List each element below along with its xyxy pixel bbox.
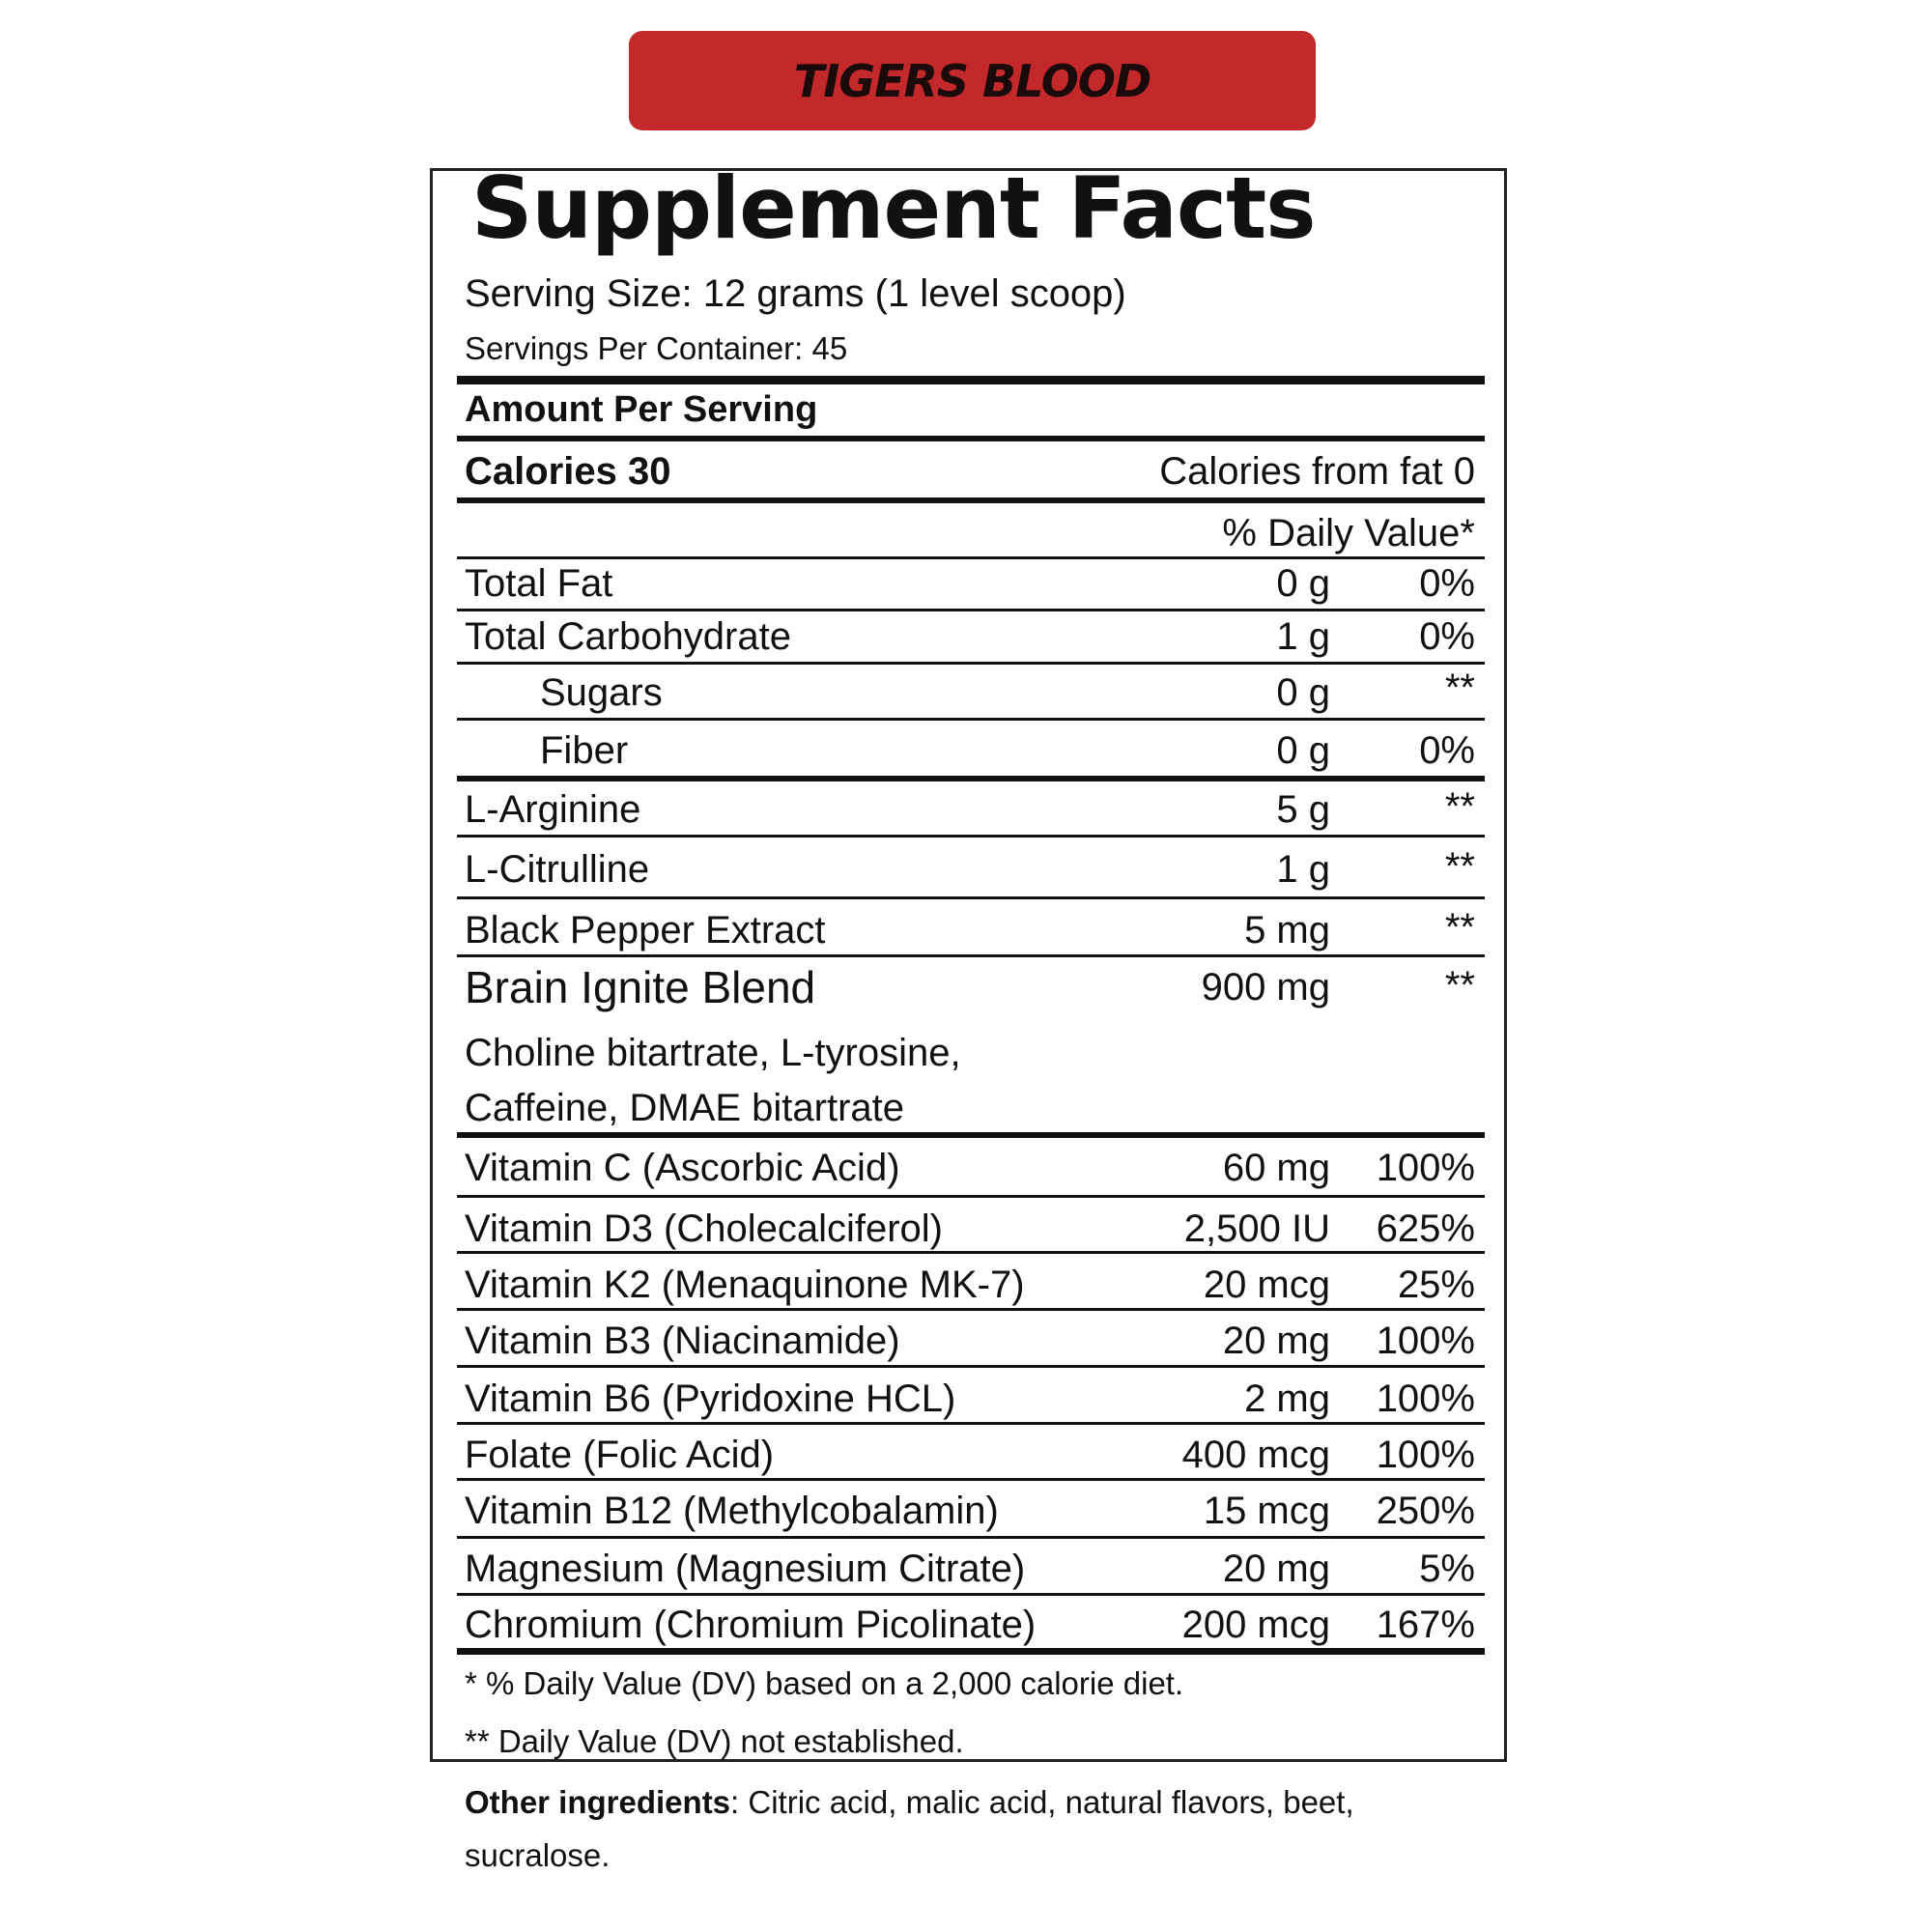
divider xyxy=(457,1536,1485,1539)
vitamin-label: Vitamin D3 (Cholecalciferol) xyxy=(465,1208,943,1250)
nutrient-label: L-Citrulline xyxy=(465,848,650,891)
vitamin-dv: 100% xyxy=(1376,1378,1475,1420)
nutrient-label: Black Pepper Extract xyxy=(465,909,826,952)
blend-dv: ** xyxy=(1444,964,1475,1007)
vitamin-amount: 200 mcg xyxy=(1181,1604,1330,1646)
divider xyxy=(457,835,1485,838)
divider xyxy=(457,662,1485,665)
vitamin-dv: 250% xyxy=(1376,1490,1475,1532)
nutrient-dv: ** xyxy=(1444,785,1475,828)
vitamin-dv: 167% xyxy=(1376,1604,1475,1646)
other-ingredients-label: Other ingredients xyxy=(465,1784,731,1820)
vitamin-amount: 15 mcg xyxy=(1203,1490,1330,1532)
vitamin-label: Folate (Folic Acid) xyxy=(465,1434,775,1476)
flavor-banner xyxy=(629,31,1316,130)
nutrient-amount: 5 g xyxy=(1276,788,1330,831)
divider xyxy=(457,776,1485,781)
blend-ingredients-line-1: Choline bitartrate, L-tyrosine, xyxy=(465,1032,961,1074)
nutrient-label: Total Carbohydrate xyxy=(465,615,791,658)
vitamin-amount: 2,500 IU xyxy=(1183,1208,1330,1250)
footnote-daily-value: * % Daily Value (DV) based on a 2,000 calorie diet. xyxy=(465,1665,1184,1701)
vitamin-amount: 60 mg xyxy=(1222,1147,1330,1189)
divider xyxy=(457,1251,1485,1254)
nutrient-label: Fiber xyxy=(540,729,629,772)
divider xyxy=(457,1308,1485,1311)
vitamin-dv: 625% xyxy=(1376,1208,1475,1250)
divider xyxy=(457,1593,1485,1596)
servings-per-container: Servings Per Container: 45 xyxy=(465,330,848,366)
panel-title: Supplement Facts xyxy=(471,158,1316,258)
vitamin-label: Vitamin B3 (Niacinamide) xyxy=(465,1320,900,1362)
nutrient-amount: 1 g xyxy=(1276,848,1330,891)
divider xyxy=(457,436,1485,441)
blend-name: Brain Ignite Blend xyxy=(465,962,816,1012)
divider xyxy=(457,896,1485,899)
nutrient-dv: 0% xyxy=(1419,729,1475,772)
other-ingredients-text: : Citric acid, malic acid, natural flavors, beet, sucralose. xyxy=(465,1784,1354,1873)
vitamin-label: Vitamin B6 (Pyridoxine HCL) xyxy=(465,1378,956,1420)
vitamin-dv: 100% xyxy=(1376,1320,1475,1362)
nutrient-amount: 1 g xyxy=(1276,615,1330,658)
blend-ingredients-line-2: Caffeine, DMAE bitartrate xyxy=(465,1087,905,1129)
flavor-name: TIGERS BLOOD xyxy=(793,54,1151,107)
divider xyxy=(457,1365,1485,1368)
vitamin-label: Vitamin B12 (Methylcobalamin) xyxy=(465,1490,999,1532)
vitamin-amount: 400 mcg xyxy=(1181,1434,1330,1476)
divider xyxy=(457,609,1485,611)
nutrient-label: L-Arginine xyxy=(465,788,641,831)
divider xyxy=(457,718,1485,721)
vitamin-label: Magnesium (Magnesium Citrate) xyxy=(465,1548,1026,1590)
nutrient-amount: 0 g xyxy=(1276,729,1330,772)
nutrient-label: Total Fat xyxy=(465,562,613,605)
thick-divider xyxy=(457,376,1485,384)
nutrient-dv: ** xyxy=(1444,667,1475,709)
vitamin-dv: 25% xyxy=(1397,1264,1475,1306)
amount-per-serving-label: Amount Per Serving xyxy=(465,389,818,430)
other-ingredients xyxy=(465,1776,1469,1882)
blend-amount: 900 mg xyxy=(1201,966,1330,1009)
vitamin-dv: 5% xyxy=(1419,1548,1475,1590)
nutrient-dv: ** xyxy=(1444,906,1475,949)
vitamin-amount: 20 mg xyxy=(1222,1320,1330,1362)
thick-divider xyxy=(457,1648,1485,1655)
footnote-not-established: ** Daily Value (DV) not established. xyxy=(465,1723,964,1759)
vitamin-label: Vitamin K2 (Menaquinone MK-7) xyxy=(465,1264,1025,1306)
vitamin-amount: 20 mcg xyxy=(1203,1264,1330,1306)
nutrient-amount: 0 g xyxy=(1276,562,1330,605)
vitamin-label: Vitamin C (Ascorbic Acid) xyxy=(465,1147,900,1189)
calories-label: Calories 30 xyxy=(465,450,671,493)
nutrient-amount: 5 mg xyxy=(1244,909,1330,952)
divider xyxy=(457,1132,1485,1138)
divider xyxy=(457,1478,1485,1481)
vitamin-amount: 20 mg xyxy=(1222,1548,1330,1590)
divider xyxy=(457,1195,1485,1198)
vitamin-label: Chromium (Chromium Picolinate) xyxy=(465,1604,1037,1646)
divider xyxy=(457,1422,1485,1425)
nutrient-dv: 0% xyxy=(1419,562,1475,605)
divider xyxy=(457,497,1485,503)
serving-size: Serving Size: 12 grams (1 level scoop) xyxy=(465,272,1126,315)
daily-value-header: % Daily Value* xyxy=(1222,512,1475,554)
nutrient-dv: 0% xyxy=(1419,615,1475,658)
vitamin-amount: 2 mg xyxy=(1244,1378,1330,1420)
vitamin-dv: 100% xyxy=(1376,1434,1475,1476)
divider xyxy=(457,556,1485,559)
calories-from-fat: Calories from fat 0 xyxy=(1159,450,1475,493)
nutrient-dv: ** xyxy=(1444,845,1475,888)
nutrient-label: Sugars xyxy=(540,671,663,714)
nutrient-amount: 0 g xyxy=(1276,671,1330,714)
divider xyxy=(457,954,1485,957)
vitamin-dv: 100% xyxy=(1376,1147,1475,1189)
